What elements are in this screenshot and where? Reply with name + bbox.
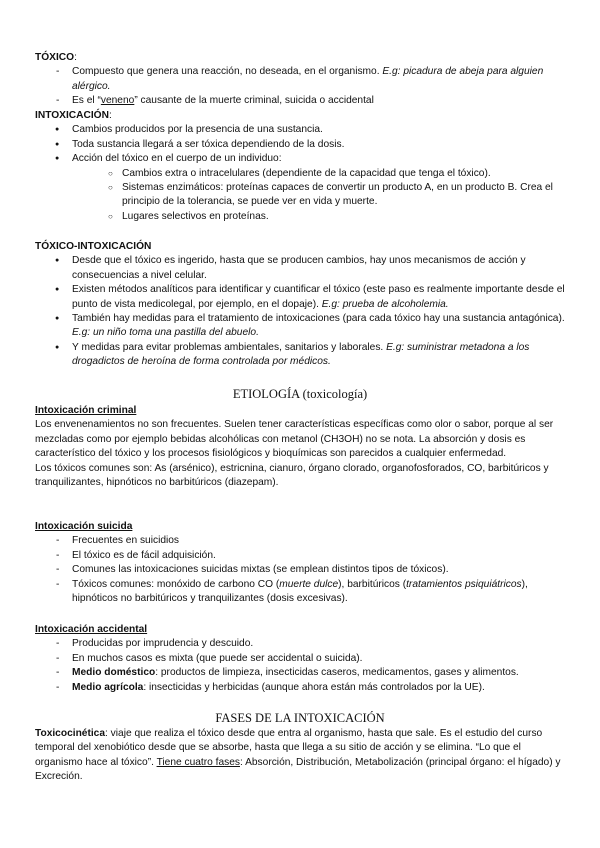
title-etiologia: ETIOLOGÍA (toxicología): [232, 387, 368, 401]
heading-toxico-intoxicacion: TÓXICO-INTOXICACIÓN: [35, 241, 152, 252]
list-item: - Es el “veneno” causante de la muerte criminal, suicida o accidental: [35, 94, 570, 108]
list-item: ● Y medidas para evitar problemas ambientales, sanitarios y laborales. E.g: suministrar metadona a los drogadictos de heroína de forma controlada por médicos.: [35, 341, 570, 370]
list-item: - Comunes las intoxicaciones suicidas mixtas (se emplean distintos tipos de tóxicos).: [35, 563, 570, 577]
section-criminal: [35, 404, 570, 490]
example-text: E.g: suministrar metadona a los drogadictos de heroína de forma controlada por médicos.: [72, 341, 530, 368]
list-item: - Medio doméstico: productos de limpieza, insecticidas caseros, medicamentos, gases y alimentos.: [35, 666, 570, 680]
list-item: - Medio agrícola: insecticidas y herbicidas (aunque ahora están más controlados por la UE).: [35, 681, 570, 695]
section-toxico-intoxicacion: [35, 240, 570, 370]
title-fases: FASES DE LA INTOXICACIÓN: [215, 711, 385, 725]
accidental-list: [35, 637, 570, 695]
section-suicida: [35, 520, 570, 606]
sub-list-item: ○ Lugares selectivos en proteínas.: [88, 210, 570, 224]
list-item: ● Cambios producidos por la presencia de una sustancia.: [35, 123, 570, 137]
list-item: ● Acción del tóxico en el cuerpo de un individuo: ○ Cambios extra o intracelulares (dependiente de la capacidad que tenga el tóxico). ○ Sistemas enzimáticos: proteínas capaces de convertir un producto A, en un producto B. Crea el principio de la tolerancia, se puede ver en vida y muerte. ○ Lugares selectivos en proteínas.: [35, 152, 570, 224]
heading-accidental: Intoxicación accidental: [35, 624, 148, 635]
paragraph: Toxicocinética: viaje que realiza el tóxico desde que entra al organismo, hasta que sale. Es el estudio del curso temporal del xenobiótico desde que se absorbe, hasta que llega a su sitio de acción y se elimina. “Lo que el organismo hace al tóxico”. Tiene cuatro fases: Absorción, Distribución, Metabolización (principal órgano: el hígado) y Excreción.: [35, 728, 561, 783]
list-item: ● Existen métodos analíticos para identificar y cuantificar el tóxico (este paso es realmente importante desde el punto de vista medicolegal, por ejemplo, en el dopaje). E.g: prueba de alcoholemia.: [35, 283, 570, 312]
section-accidental: [35, 623, 570, 695]
sub-list-item: ○ Cambios extra o intracelulares (dependiente de la capacidad que tenga el tóxico).: [88, 167, 570, 181]
heading-intoxicacion: INTOXICACIÓN:: [35, 110, 112, 121]
veneno-term: veneno: [100, 95, 135, 107]
toxico-list: [35, 65, 570, 108]
toxico-intoxicacion-list: [35, 254, 570, 369]
list-item: ● Toda sustancia llegará a ser tóxica dependiendo de la dosis.: [35, 138, 570, 152]
list-item: - El tóxico es de fácil adquisición.: [35, 549, 570, 563]
section-intoxicacion: [35, 109, 570, 224]
section-fases: [35, 727, 570, 785]
list-item: - Frecuentes en suicidios: [35, 534, 570, 548]
list-item: - Compuesto que genera una reacción, no deseada, en el organismo. E.g: picadura de abeja para alguien alérgico.: [35, 65, 570, 94]
paragraph: Los tóxicos comunes son: As (arsénico), estricnina, cianuro, órgano clorado, organofosforados, CO, barbitúricos y tranquilizantes, hipnóticos no barbitúricos (diazepam).: [35, 462, 549, 489]
heading-toxico: TÓXICO:: [35, 52, 77, 63]
suicida-list: [35, 534, 570, 606]
paragraph: Los envenenamientos no son frecuentes. Suelen tener características específicas como olor o sabor, porque al ser mezcladas como por ejemplo bebidas alcohólicas con metanol (CH3OH) no se nota. La absorción y dosis es característico del tóxico y los procesos fisiológicos y bioquímicas son parecidos a cualquier enfermedad.: [35, 419, 554, 460]
list-item: - Producidas por imprudencia y descuido.: [35, 637, 570, 651]
list-item: ● También hay medidas para el tratamiento de intoxicaciones (para cada tóxico hay una sustancia antagónica). E.g: un niño toma una pastilla del abuelo.: [35, 312, 570, 341]
list-item: - Tóxicos comunes: monóxido de carbono CO (muerte dulce), barbitúricos (tratamientos psiquiátricos), hipnóticos no barbitúricos y tranquilizantes (dosis excesivas).: [35, 578, 570, 607]
list-item: ● Desde que el tóxico es ingerido, hasta que se producen cambios, hay unos mecanismos de acción y consecuencias a nivel celular.: [35, 254, 570, 283]
example-text: E.g: picadura de abeja para alguien alérgico.: [72, 66, 544, 92]
intoxicacion-list: [35, 123, 570, 224]
heading-suicida: Intoxicación suicida: [35, 521, 133, 532]
example-text: E.g: prueba de alcoholemia.: [321, 298, 449, 310]
heading-criminal: Intoxicación criminal: [35, 405, 137, 416]
example-text: E.g: un niño toma una pastilla del abuelo.: [72, 327, 259, 339]
sub-list-item: ○ Sistemas enzimáticos: proteínas capaces de convertir un producto A, en un producto B. Crea el principio de la tolerancia, se puede ver en vida y muerte.: [88, 181, 570, 210]
intoxicacion-sublist: [88, 167, 570, 225]
section-toxico: [35, 51, 570, 109]
list-item: - En muchos casos es mixta (que puede ser accidental o suicida).: [35, 652, 570, 666]
